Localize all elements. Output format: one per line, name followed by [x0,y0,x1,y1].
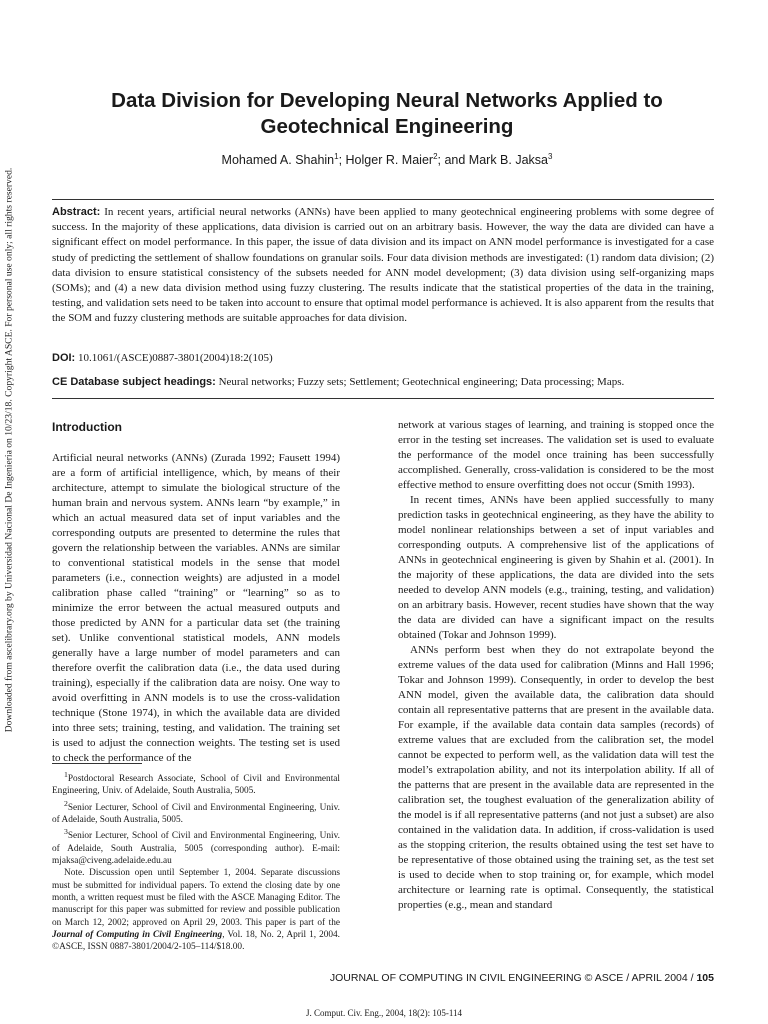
footnote-text: Senior Lecturer, School of Civil and Environmental Engineering, Univ. of Adelaide, South Australia, 5005 (corresponding author). E-mail: mjaksa@civeng.adelaide.edu.au [52,831,340,867]
journal-footer-text: JOURNAL OF COMPUTING IN CIVIL ENGINEERING © ASCE / APRIL 2004 / [329,972,697,984]
footnote-marker: 1 [64,770,68,779]
running-footer [52,972,714,984]
author-affiliation-marker: 1 [334,152,339,161]
download-notice [0,0,18,1024]
citation-line: J. Comput. Civ. Eng., 2004, 18(2): 105-114 [305,1008,463,1018]
header-rule [52,199,714,200]
author-list [60,152,714,167]
page-number: 105 [696,972,714,984]
author-name: Holger R. Maier [345,153,434,168]
section-heading-introduction: Introduction [52,420,122,434]
footnote-rule [52,763,142,764]
author-name: Mohamed A. Shahin [221,153,335,168]
journal-name: Journal of Computing in Civil Engineering [52,929,223,940]
author-separator: ; and [437,153,469,168]
body-paragraph: In recent times, ANNs have been applied successfully to many prediction tasks in geotechnical engineering, as they have the ability to model nonlinear relationships between a set of input variables and corresponding outputs. A comprehensive list of the applications of ANNs in geotechnical engineering is given by Shahin et al. (2001). In the majority of these applications, the data are divided into the sets needed to develop ANN models (e.g., training, testing, and validation) on an arbitrary basis. However, recent studies have shown that the way the data are divided can have a significant impact on the results obtained (Tokar and Johnson 1999). [398,494,714,641]
footnote-text: Postdoctoral Research Associate, School of Civil and Environmental Engineering, Univ. of Adelaide, South Australia, 5005. [52,774,340,797]
note-text: , Vol. 18, No. 2, April 1, 2004. ©ASCE, ISSN 0887-3801/2004/2-105–114/$18.00. [52,929,340,953]
doi-label: DOI: [52,352,76,364]
doi-value[interactable]: 10.1061/(ASCE)0887-3801(2004)18:2(105) [77,352,273,364]
abstract [52,205,714,327]
abstract-rule [52,398,714,399]
footnote-text: Senior Lecturer, School of Civil and Environmental Engineering, Univ. of Adelaide, South Australia, 5005. [52,802,340,826]
footnotes [52,769,340,953]
left-column [52,420,340,766]
subject-headings [52,376,714,388]
footnote-marker: 2 [64,798,68,808]
body-paragraph: ANNs perform best when they do not extrapolate beyond the extreme values of the data used for calibration (Minns and Hall 1996; Tokar and Johnson 1999). Consequently, in order to develop the best ANN model, given the available data, the calibration data should contain all representative patterns that are present in the available data. For example, if the available data contain data samples (records) of extreme values that are excluded from the calibration set, the model cannot be expected to perform well, as the validation data will test the model’s extrapolation ability, and not its interpolation ability. If all of the patterns that are present in the available data are represented in the calibration set, the toughest evaluation of the generalization ability of the model is if all representative patterns (and not just a subset) are also contained in the validation data. In addition, if cross-validation is used as the stopping criterion, the results obtained using the test set have to be representative of those obtained using the training set, as the test set is used to decide when to stop training or, for example, which model architecture or learning rate is optimal. Consequently, the statistical properties (e.g., mean and standard [398,644,714,911]
download-notice-text: Downloaded from ascelibrary.org by Universidad Nacional De Ingenieria on 10/23/18. Copyright ASCE. For personal use only; all rights reserved. [3,167,15,733]
abstract-text: In recent years, artificial neural networks (ANNs) have been applied to many geotechnical engineering problems with some degree of success. In the majority of these applications, data division is carried out on an arbitrary basis. However, the way the data are divided can have a significant effect on model performance. In this paper, the issue of data division and its impact on ANN model performance is investigated for a case study of predicting the settlement of shallow foundations on granular soils. Four data division methods are investigated: (1) random data division; (2) data division to ensure statistical consistency of the subsets needed for ANN model development; (3) data division using self-organizing maps (SOMs); and (4) a new data division method using fuzzy clustering. The results indicate that the statistical properties of the data in the training, testing, and validation sets need to be taken into account to ensure that optimal model performance is achieved. It is also apparent from the results that the SOM and fuzzy clustering methods are suitable approaches for data division. [52,206,714,325]
note-text: Note. Discussion open until September 1, 2004. Separate discussions must be submitted for individual papers. To extend the closing date by one month, a written request must be filed with the ASCE Managing Editor. The manuscript for this paper was submitted for review and possible publication on March 12, 2002; approved on April 29, 2003. This paper is part of the [52,868,340,928]
right-column [398,418,714,913]
body-paragraph: Artificial neural networks (ANNs) (Zurada 1992; Fausett 1994) are a form of artificial intelligence, which, by means of their architecture, attempt to simulate the biological structure of the human brain and nervous system. ANNs learn “by example,” in which an actual measured data set of input variables and the corresponding outputs are presented to determine the rules that govern the relationship between the variables. ANNs are similar to conventional statistical models in the sense that model parameters (i.e., connection weights) are adjusted in a model calibration phase called “training” or “learning” so as to minimize the error between the actual measured outputs and those predicted by ANN for a particular data set (the training set). Unlike conventional statistical models, ANN models generally have a large number of model parameters and can therefore overfit the calibration data (i.e., the data used during training), especially if the calibration data are noisy. One way to avoid overfitting in ANN models is to use the cross-validation technique (Stone 1974), in which the available data are divided into three sets; training, testing, and validation. The training set is used to adjust the connection weights. The testing set is used to check the performance of the [52,452,340,764]
footnote-marker: 3 [64,827,68,837]
discussion-note [52,867,340,953]
author-affiliation-marker: 3 [547,152,553,161]
subject-headings-label: CE Database subject headings: [52,376,216,388]
footnote [52,769,340,798]
subject-headings-value: Neural networks; Fuzzy sets; Settlement; Geotechnical engineering; Data processing; Maps. [218,376,625,388]
abstract-label: Abstract: [52,206,101,218]
footnote [52,798,340,827]
footnote [52,826,340,867]
doi-line [52,352,714,364]
author-separator: ; [338,153,346,168]
paper-title: Data Division for Developing Neural Networks Applied to Geotechnical Engineering [111,89,663,138]
author-name: Mark B. Jaksa [468,153,548,168]
author-affiliation-marker: 2 [433,152,438,161]
body-paragraph: network at various stages of learning, and training is stopped once the error in the testing set increases. The validation set is used to evaluate the performance of the model once training has been successfully accomplished. Generally, cross-validation is considered to be the most effective method to ensure overfitting does not occur (Smith 1993). [398,419,714,491]
